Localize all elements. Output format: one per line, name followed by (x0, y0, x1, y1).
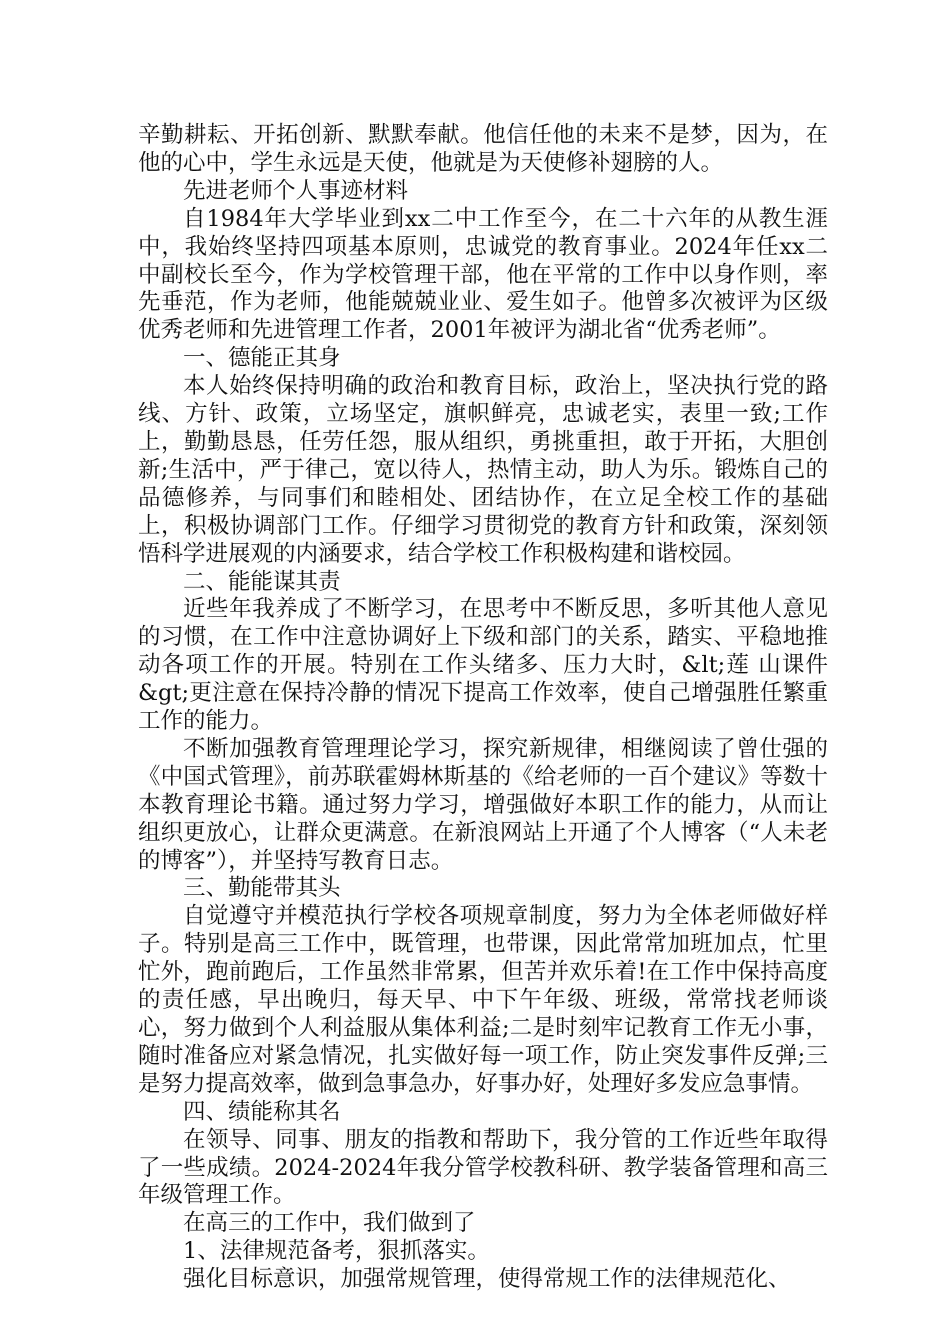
section-heading-1: 一、德能正其身 (183, 345, 341, 372)
subheading-item-1: 1、法律规范备考，狠抓落实。 (183, 1238, 490, 1265)
section-heading-3: 三、勤能带其头 (183, 875, 341, 902)
paragraph-section-3: 自觉遵守并模范执行学校各项规章制度，努力为全体老师做好样子。特别是高三工作中，既管理，也带课，因此常常加班加点，忙里忙外，跑前跑后，工作虽然非常累，但苦并欢乐着!在工作中保持高度的责任感，早出晚归，每天早、中下午年级、班级，常常找老师谈心，努力做到个人利益服从集体利益;二是时刻牢记教育工作无小事，随时准备应对紧急情况，扎实做好每一项工作，防止突发事件反弹;三是努力提高效率，做到急事急办，好事办好，处理好多发应急事情。 (138, 903, 828, 1097)
paragraph-section-1: 本人始终保持明确的政治和教育目标，政治上，坚决执行党的路线、方针、政策，立场坚定，旗帜鲜亮，忠诚老实，表里一致;工作上，勤勤恳恳，任劳任怨，服从组织，勇挑重担，敢于开拓，大胆创新;生活中，严于律己，宽以待人，热情主动，助人为乐。锻炼自己的品德修养，与同事们和睦相处、团结协作，在立足全校工作的基础上，积极协调部门工作。仔细学习贯彻党的教育方针和政策，深刻领悟科学进展观的内涵要求，结合学校工作积极构建和谐校园。 (138, 373, 828, 567)
subheading-senior-year: 在高三的工作中，我们做到了 (183, 1210, 476, 1237)
paragraph-section-2a: 近些年我养成了不断学习，在思考中不断反思，多听其他人意见的习惯，在工作中注意协调好上下级和部门的关系，踏实、平稳地推动各项工作的开展。特别在工作头绪多、压力大时，&lt;莲 山课件&gt;更注意在保持冷静的情况下提高工作效率，使自己增强胜任繁重工作的能力。 (138, 596, 828, 735)
section-heading-4: 四、绩能称其名 (183, 1098, 341, 1125)
paragraph-career: 自1984年大学毕业到xx二中工作至今，在二十六年的从教生涯中，我始终坚持四项基本原则，忠诚党的教育事业。2024年任xx二中副校长至今，作为学校管理干部，他在平常的工作中以身作则，率先垂范，作为老师，他能兢兢业业、爱生如子。他曾多次被评为区级优秀老师和先进管理工作者，2001年被评为湖北省“优秀老师”。 (138, 205, 828, 344)
paragraph-item-1: 强化目标意识，加强常规管理，使得常规工作的法律规范化、 (183, 1266, 791, 1293)
section-heading-2: 二、能能谋其责 (183, 568, 341, 595)
paragraph-intro: 辛勤耕耘、开拓创新、默默奉献。他信任他的未来不是梦，因为，在他的心中，学生永远是天使，他就是为天使修补翅膀的人。 (138, 122, 828, 176)
paragraph-section-2b: 不断加强教育管理理论学习，探究新规律，相继阅读了曾仕强的《中国式管理》，前苏联霍姆林斯基的《给老师的一百个建议》等数十本教育理论书籍。通过努力学习，增强做好本职工作的能力，从而让组织更放心，让群众更满意。在新浪网站上开通了个人博客（“人未老的博客”），并坚持写教育日志。 (138, 735, 828, 874)
document-title: 先进老师个人事迹材料 (183, 177, 409, 204)
paragraph-section-4: 在领导、同事、朋友的指教和帮助下，我分管的工作近些年取得了一些成绩。2024-2024年我分管学校教科研、教学装备管理和高三年级管理工作。 (138, 1126, 828, 1209)
document-page (138, 122, 828, 1294)
